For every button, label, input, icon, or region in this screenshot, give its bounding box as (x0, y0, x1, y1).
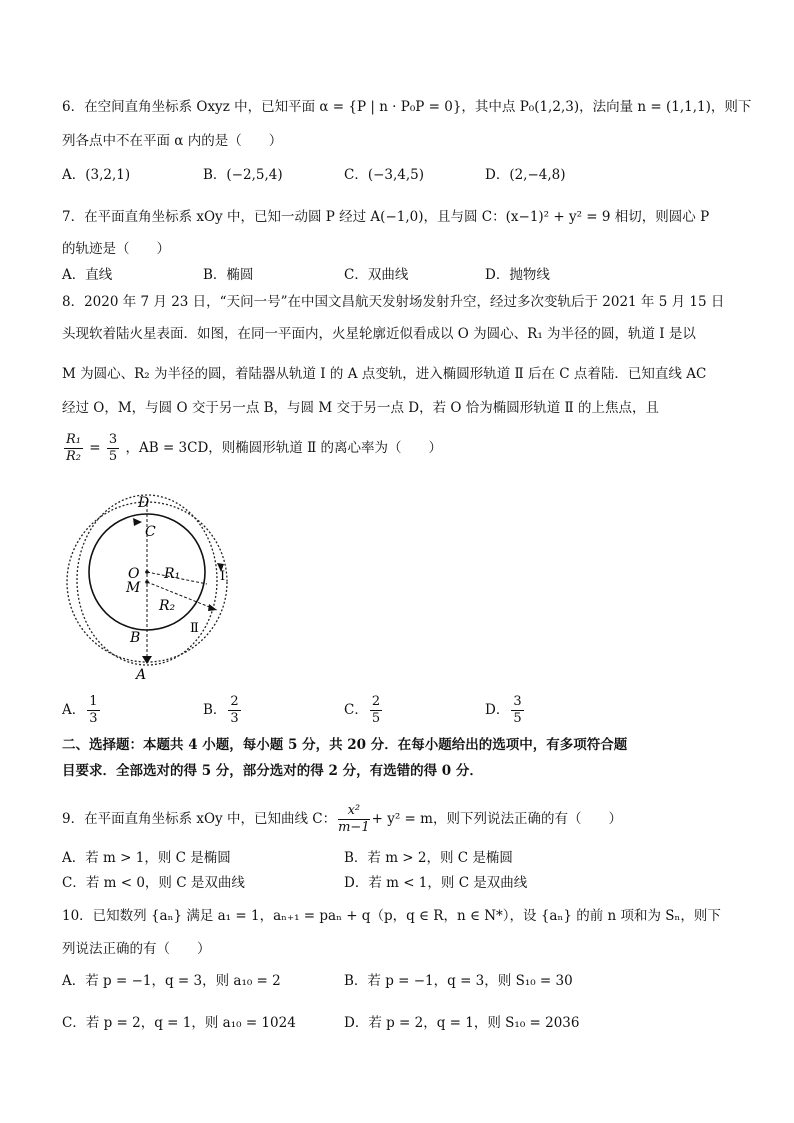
q9-option-b: B．若 m > 2，则 C 是椭圆 (344, 850, 513, 866)
q7-stem-line2: 的轨迹是（ ） (62, 241, 170, 257)
q6-option-a: A．(3,2,1) (62, 167, 131, 183)
q8-orbit-figure (62, 492, 242, 682)
q8-stem-line2: 头现软着陆火星表面．如图，在同一平面内，火星轮廓近似看成以 O 为圆心、R₁ 为半径的圆，轨道 Ⅰ 是以 (62, 326, 696, 342)
q10-stem-line1: 10．已知数列 {aₙ} 满足 a₁ = 1，aₙ₊₁ = paₙ + q（p，q ∈ R，n ∈ N*），设 {aₙ} 的前 n 项和为 Sₙ，则下 (62, 908, 721, 924)
point-m (145, 580, 149, 584)
q8-option-a-num: 1 (89, 694, 98, 709)
q8-ratio-value-den: 5 (108, 449, 118, 464)
arrow-a-icon (142, 656, 152, 664)
label-orbit-ii: Ⅱ (190, 621, 199, 636)
label-m: M (126, 580, 141, 596)
q8-stem-line5-rest: ，AB = 3CD，则椭圆形轨道 Ⅱ 的离心率为（ ） (125, 440, 443, 456)
section2-heading-line2: 目要求．全部选对的得 5 分，部分选对的得 2 分，有选错的得 0 分． (62, 763, 483, 779)
q7-stem-line1: 7．在平面直角坐标系 xOy 中，已知一动圆 P 经过 A(−1,0)，且与圆 C：(x−1)² + y² = 9 相切，则圆心 P (62, 209, 710, 225)
q9-option-a: A．若 m > 1，则 C 是椭圆 (62, 850, 231, 866)
label-d: D (138, 495, 150, 511)
q8-stem-line4: 经过 O，M，与圆 O 交于另一点 B，与圆 M 交于另一点 D，若 O 恰为椭圆形轨道 Ⅱ 的上焦点，且 (62, 400, 659, 416)
arrow-orbit-c-icon (133, 518, 142, 526)
label-r2: R₂ (159, 598, 176, 614)
label-b: B (130, 630, 141, 646)
q8-option-d-num: 3 (513, 694, 522, 709)
point-o (145, 570, 149, 574)
q7-option-d: D．抛物线 (485, 267, 550, 283)
q8-option-b-label: B． (203, 702, 227, 718)
q10-stem-line2: 列说法正确的有（ ） (62, 941, 211, 957)
q8-option-d (485, 694, 526, 727)
q7-option-b: B．椭圆 (203, 267, 254, 283)
label-c: C (145, 524, 156, 540)
q7-option-c: C．双曲线 (344, 267, 409, 283)
q8-option-b (203, 694, 243, 727)
q6-stem-line1: 6．在空间直角坐标系 Oxyz 中，已知平面 α = {P | n · P₀P = 0}，其中点 P₀(1,2,3)，法向量 n = (1,1,1)，则下 (62, 99, 752, 115)
q9-fraction (338, 803, 370, 836)
q9-stem-pre: 9．在平面直角坐标系 xOy 中，已知曲线 C： (62, 811, 337, 827)
q8-option-c (344, 694, 384, 727)
label-o: O (128, 566, 140, 582)
q9-option-c: C．若 m < 0，则 C 是双曲线 (62, 875, 245, 891)
q8-option-c-label: C． (344, 702, 368, 718)
q8-option-c-den: 5 (371, 711, 381, 726)
q8-ratio-value-num: 3 (108, 432, 118, 447)
q9-option-d: D．若 m < 1，则 C 是双曲线 (344, 875, 528, 891)
q10-option-c: C．若 p = 2，q = 1，则 a₁₀ = 1024 (62, 1015, 296, 1031)
arrow-r2-icon (208, 604, 217, 611)
q9-frac-den: m−1 (338, 820, 370, 835)
q10-option-d: D．若 p = 2，q = 1，则 S₁₀ = 2036 (344, 1015, 580, 1031)
q8-option-a-label: A． (62, 702, 86, 718)
q6-stem-line2: 列各点中不在平面 α 内的是（ ） (62, 133, 283, 149)
q8-option-b-den: 3 (230, 711, 239, 726)
q8-option-c-num: 2 (371, 694, 381, 709)
q8-ratio-eq: = (89, 440, 101, 456)
q8-ratio-value-fraction (107, 432, 119, 465)
q6-option-c: C．(−3,4,5) (344, 167, 425, 183)
q8-option-b-num: 2 (230, 694, 239, 709)
q10-option-a: A．若 p = −1，q = 3，则 a₁₀ = 2 (62, 973, 281, 989)
q8-stem-line5 (62, 432, 442, 465)
q8-option-d-label: D． (485, 702, 510, 718)
radius-r2-line (147, 582, 217, 610)
section2-heading-line1: 二、选择题：本题共 4 小题，每小题 5 分，共 20 分．在每小题给出的选项中，有多项符合题 (62, 737, 628, 753)
q8-option-d-den: 5 (513, 711, 522, 726)
label-a: A (136, 667, 147, 682)
q8-option-a (62, 694, 102, 727)
q7-option-a: A．直线 (62, 267, 113, 283)
q10-option-b: B．若 p = −1，q = 3，则 S₁₀ = 30 (344, 973, 573, 989)
q8-stem-line1: 8．2020 年 7 月 23 日，“天问一号”在中国文昌航天发射场发射升空，经过多次变轨后于 2021 年 5 月 15 日 (62, 294, 725, 310)
q9-stem (62, 803, 622, 836)
q8-ratio-fraction (64, 432, 83, 465)
label-orbit-i: Ⅰ (220, 569, 226, 584)
q8-option-a-den: 3 (89, 711, 98, 726)
q9-frac-num: x² (338, 803, 370, 820)
q8-ratio-den: R₂ (66, 449, 81, 464)
q8-ratio-num: R₁ (66, 432, 81, 447)
q6-option-b: B．(−2,5,4) (203, 167, 283, 183)
q9-stem-post: + y² = m，则下列说法正确的有（ ） (371, 811, 622, 827)
label-r1: R₁ (164, 566, 181, 582)
q6-option-d: D．(2,−4,8) (485, 167, 566, 183)
q8-stem-line3: M 为圆心、R₂ 为半径的圆，着陆器从轨道 Ⅰ 的 A 点变轨，进入椭圆形轨道 Ⅱ 后在 C 点着陆．已知直线 AC (62, 366, 707, 382)
